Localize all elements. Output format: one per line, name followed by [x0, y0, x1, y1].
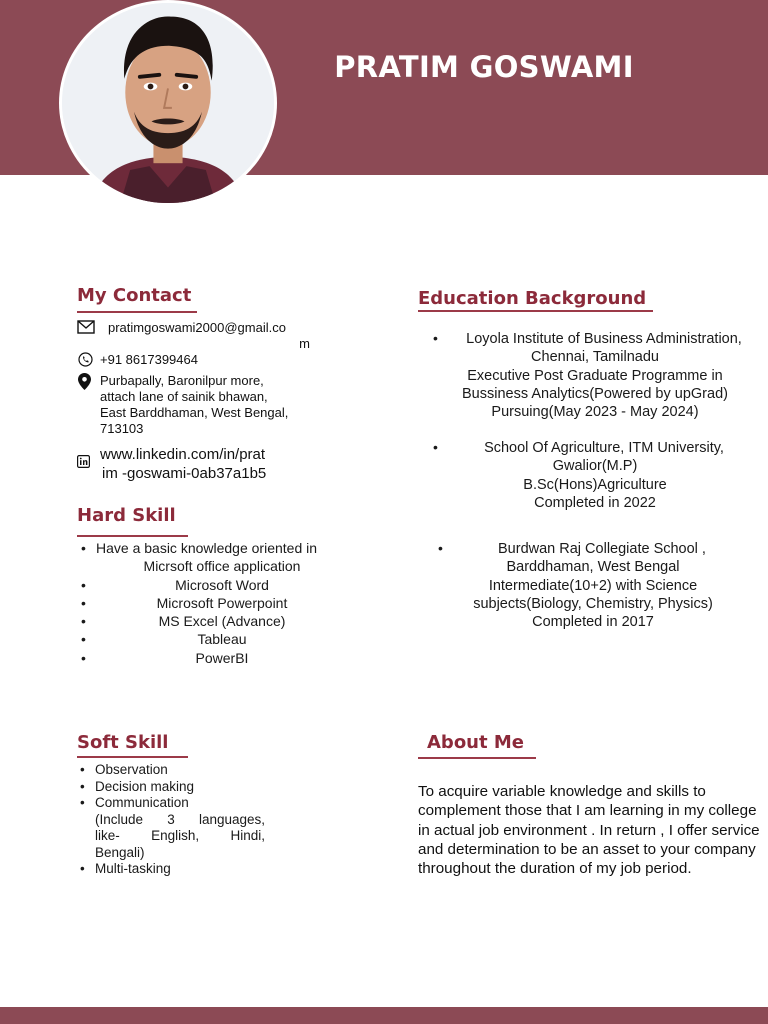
education-bullet: • — [433, 439, 438, 455]
contact-linkedin[interactable] — [100, 446, 310, 483]
education-line: Bussiness Analytics(Powered by upGrad) — [462, 385, 728, 402]
mail-icon — [77, 320, 95, 339]
education-item-itm — [430, 439, 760, 512]
soft-skill-list — [95, 762, 265, 878]
education-line: Barddhaman, West Bengal — [506, 559, 680, 576]
list-item: • Multi-tasking — [95, 861, 265, 878]
communication-detail: like- English, Hindi, — [95, 828, 265, 843]
list-item: • Observation — [95, 762, 265, 779]
education-line: Chennai, Tamilnadu — [531, 349, 659, 366]
list-item: • MS Excel (Advance) — [96, 612, 348, 630]
contact-email-line1: pratimgoswami2000@gmail.co — [108, 320, 286, 335]
education-line: School Of Agriculture, ITM University, — [484, 440, 724, 456]
education-section-title: Education Background — [418, 288, 647, 309]
contact-section-rule — [77, 311, 197, 313]
education-line: B.Sc(Hons)Agriculture — [523, 476, 667, 493]
list-item: • PowerBI — [96, 649, 348, 667]
list-item: • Microsoft Word — [96, 576, 348, 594]
education-line: Pursuing(May 2023 - May 2024) — [491, 404, 699, 421]
education-line: Loyola Institute of Business Administration, — [466, 331, 742, 347]
communication-detail: Bengali) — [95, 844, 145, 860]
linkedin-icon — [77, 455, 90, 473]
list-item — [96, 557, 348, 575]
hard-skill-section-title: Hard Skill — [77, 505, 176, 526]
education-bullet: • — [433, 330, 438, 346]
education-line: subjects(Biology, Chemistry, Physics) — [473, 595, 713, 612]
contact-linkedin-line2: im -goswami-0ab37a1b5 — [102, 464, 267, 482]
soft-skill-section-title: Soft Skill — [77, 732, 169, 753]
contact-email[interactable] — [108, 320, 318, 352]
education-bullet: • — [438, 540, 443, 556]
list-item: • Tableau — [96, 630, 348, 648]
list-item-text: Micrsoft office application — [143, 558, 301, 575]
education-item-loyola — [430, 330, 760, 421]
education-section-rule — [418, 310, 653, 312]
contact-section-title: My Contact — [77, 285, 192, 306]
about-text: To acquire variable knowledge and skills to complement those that I am learning in my college in actual job environment . In return , I offer service and determination to be an asset to your company throughout the duration of my job period. — [418, 783, 760, 878]
contact-address: Purbapally, Baronilpur more, attach lane of sainik bhawan, East Barddhaman, West Bengal, 713103 — [100, 373, 289, 436]
hard-skill-list — [96, 539, 348, 667]
list-item — [95, 795, 265, 861]
contact-linkedin-line1: www.linkedin.com/in/prat — [100, 446, 266, 463]
contact-email-line2: m — [299, 336, 310, 351]
education-line: Intermediate(10+2) with Science — [488, 577, 698, 594]
education-line: Completed in 2017 — [532, 614, 654, 631]
communication-detail: (Include 3 languages, — [95, 811, 265, 827]
list-item: • Microsoft Powerpoint — [96, 594, 348, 612]
soft-skill-section-rule — [77, 756, 188, 758]
hard-skill-section-rule — [77, 535, 188, 537]
education-line: Gwalior(M.P) — [552, 458, 638, 475]
profile-photo-illustration — [62, 3, 274, 203]
location-pin-icon — [78, 373, 91, 395]
phone-icon — [78, 352, 93, 372]
education-line: Burdwan Raj Collegiate School , — [498, 541, 706, 557]
contact-phone[interactable]: +91 8617399464 — [100, 352, 198, 367]
list-item: • Have a basic knowledge oriented in — [96, 539, 348, 557]
candidate-name: PRATIM GOSWAMI — [334, 50, 634, 84]
list-item-text: • Communication — [95, 795, 189, 810]
education-line: Executive Post Graduate Programme in — [467, 367, 723, 384]
profile-photo — [59, 0, 277, 206]
list-item: • Decision making — [95, 779, 265, 796]
education-line: Completed in 2022 — [534, 494, 656, 511]
footer-band — [0, 1007, 768, 1024]
about-section-title: About Me — [427, 732, 524, 753]
education-item-burdwan — [428, 540, 758, 631]
about-section-rule — [418, 757, 536, 759]
